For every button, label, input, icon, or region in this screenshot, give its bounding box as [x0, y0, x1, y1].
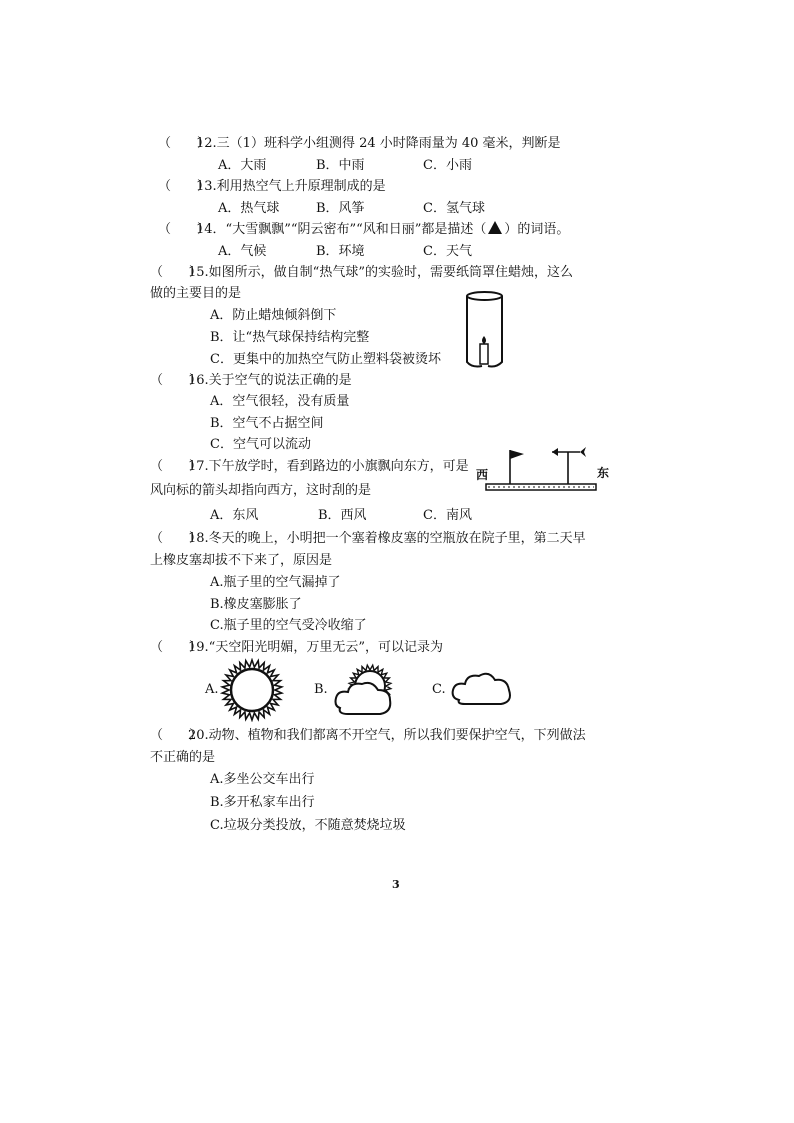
- answer-paren: （ ）: [150, 640, 203, 655]
- question-17: [150, 458, 469, 476]
- west-label: 西: [476, 468, 489, 482]
- question-20: [150, 727, 586, 745]
- partly-cloudy-icon: [330, 662, 400, 720]
- question-16: [150, 372, 352, 390]
- option-c: C．氢气球: [423, 201, 485, 216]
- option-b: B．西风: [318, 508, 367, 523]
- question-stem-continued: 风向标的箭头却指向西方，这时刮的是: [150, 483, 372, 498]
- option-a: A．热气球: [218, 201, 280, 216]
- option-b: B．让“热气球保持结构完整: [210, 330, 370, 345]
- question-15: [150, 264, 573, 282]
- question-stem: 19.“天空阳光明媚，万里无云”，可以记录为: [188, 640, 443, 655]
- flag-and-weathervane-figure: [476, 444, 610, 500]
- option-a: A．大雨: [218, 158, 267, 173]
- triangle-icon: [488, 221, 502, 234]
- question-stem: 15.如图所示，做自制“热气球”的实验时，需要纸筒罩住蜡烛，这么: [188, 265, 573, 280]
- question-18: [150, 530, 586, 548]
- answer-paren: （ ）: [158, 136, 211, 151]
- question-stem: 12.三（1）班科学小组测得 24 小时降雨量为 40 毫米，判断是: [196, 136, 561, 151]
- option-a: A.: [205, 682, 219, 697]
- option-a: A．气候: [218, 244, 267, 259]
- option-c: C．小雨: [423, 158, 472, 173]
- option-c: C．空气可以流动: [210, 437, 311, 452]
- option-b: B．中雨: [316, 158, 365, 173]
- paper-tube-candle-figure: [462, 290, 508, 370]
- option-a: A．空气很轻，没有质量: [210, 394, 350, 409]
- option-a: A．东风: [210, 508, 259, 523]
- question-13: [158, 178, 386, 196]
- option-c: C．更集中的加热空气防止塑料袋被烫坏: [210, 352, 441, 367]
- option-c: C.瓶子里的空气受冷收缩了: [210, 618, 367, 633]
- question-stem: 17.下午放学时，看到路边的小旗飘向东方，可是: [188, 459, 469, 474]
- option-a: A.多坐公交车出行: [210, 772, 315, 787]
- east-label: 东: [597, 466, 610, 480]
- answer-paren: （ ）: [150, 265, 203, 280]
- page-number: 3: [392, 878, 400, 891]
- question-stem-end: ）的词语。: [504, 222, 570, 237]
- answer-paren: （ ）: [150, 531, 203, 546]
- answer-paren: （ ）: [158, 179, 211, 194]
- question-stem-continued: 做的主要目的是: [150, 286, 242, 301]
- option-c: C．南风: [423, 508, 472, 523]
- answer-paren: （ ）: [150, 459, 203, 474]
- question-12: [158, 135, 561, 153]
- question-stem: 18.冬天的晚上，小明把一个塞着橡皮塞的空瓶放在院子里，第二天早: [188, 531, 586, 546]
- question-14: [158, 221, 569, 239]
- question-stem: 14．“大雪飘飘”“阴云密布”“风和日丽”都是描述（: [196, 222, 487, 237]
- flag-weathervane-drawing: [476, 444, 610, 500]
- question-stem: 20.动物、植物和我们都离不开空气，所以我们要保护空气，下列做法: [188, 728, 586, 743]
- option-b: B．环境: [316, 244, 365, 259]
- option-b: B.橡皮塞膨胀了: [210, 597, 302, 612]
- question-stem: 13.利用热空气上升原理制成的是: [196, 179, 386, 194]
- option-b: B．空气不占据空间: [210, 416, 324, 431]
- option-c: C.垃圾分类投放，不随意焚烧垃圾: [210, 818, 406, 833]
- answer-paren: （ ）: [158, 222, 211, 237]
- option-c: C.: [432, 682, 446, 697]
- answer-paren: （ ）: [150, 728, 203, 743]
- option-b: B.: [314, 682, 328, 697]
- cloudy-icon: [449, 666, 515, 708]
- option-b: B.多开私家车出行: [210, 795, 315, 810]
- question-stem: 16.关于空气的说法正确的是: [188, 373, 352, 388]
- option-a: A.瓶子里的空气漏掉了: [210, 575, 341, 590]
- question-stem-continued: 不正确的是: [150, 750, 216, 765]
- option-a: A．防止蜡烛倾斜倒下: [210, 308, 337, 323]
- option-b: B．风筝: [316, 201, 365, 216]
- question-19: [150, 639, 443, 657]
- sunny-icon: [220, 658, 284, 722]
- question-stem-continued: 上橡皮塞却拔不下来了，原因是: [150, 553, 333, 568]
- answer-paren: （ ）: [150, 373, 203, 388]
- option-c: C．天气: [423, 244, 472, 259]
